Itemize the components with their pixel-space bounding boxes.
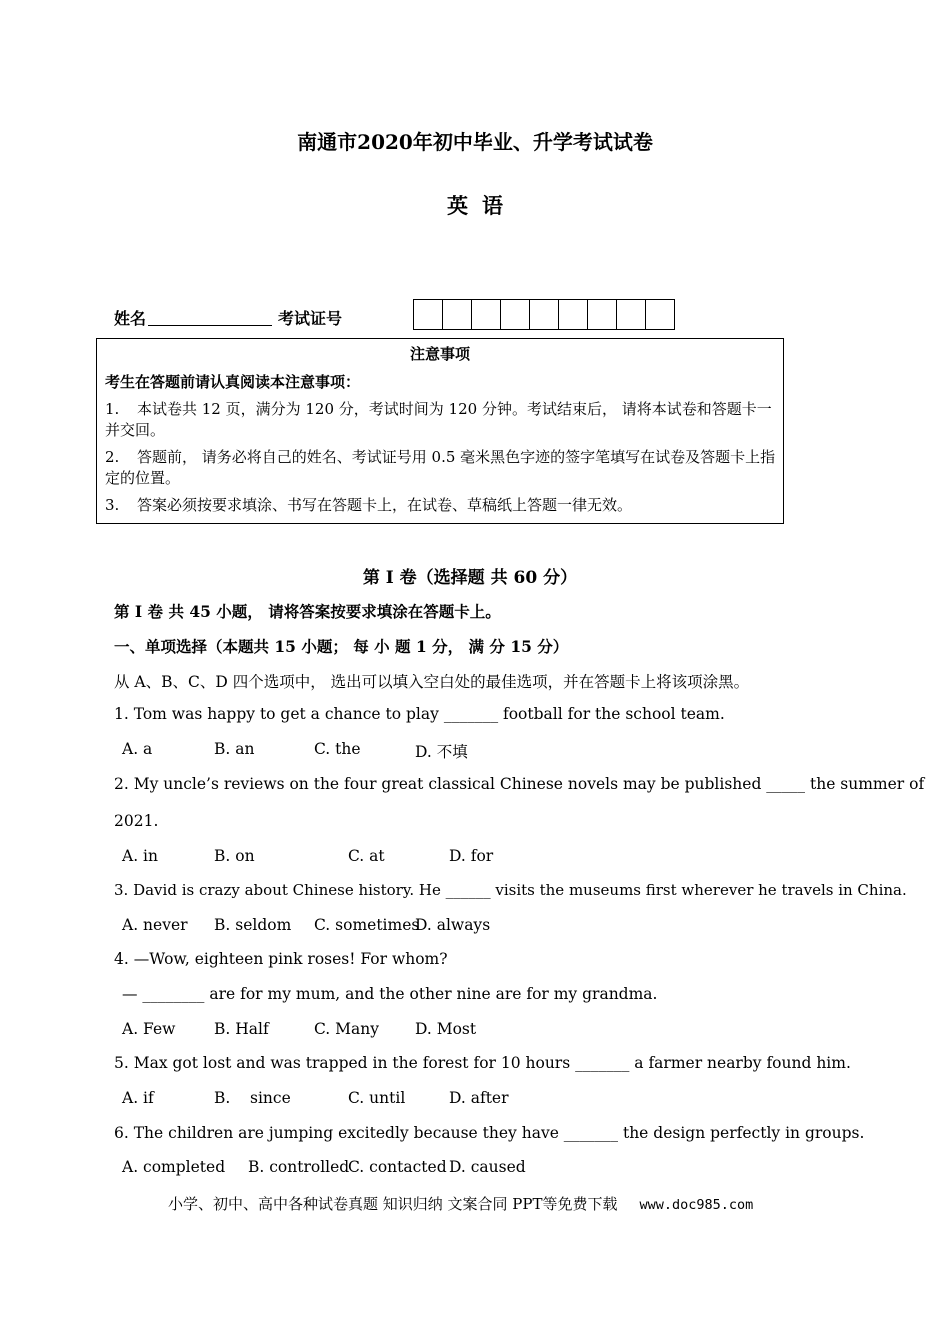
option-b[interactable]: B. seldom	[214, 916, 292, 934]
notice-item-number: 3.	[105, 496, 120, 514]
exam-id-boxes	[413, 299, 675, 330]
exam-id-label: 考试证号	[278, 309, 343, 328]
option-a[interactable]: A. Few	[122, 1020, 176, 1038]
option-b[interactable]: B. since	[214, 1089, 291, 1107]
question-stem-continued: 2021.	[114, 812, 159, 830]
option-c[interactable]: C. the	[314, 740, 361, 758]
question-stem-continued: — ________ are for my mum, and the other nine are for my grandma.	[122, 985, 658, 1003]
option-b[interactable]: B. an	[214, 740, 255, 758]
exam-title: 南通市2020年初中毕业、升学考试试卷	[297, 130, 653, 154]
option-d[interactable]: D. for	[449, 847, 494, 865]
notice-item	[105, 495, 777, 516]
notice-box	[96, 338, 784, 524]
option-a[interactable]: A. completed	[122, 1158, 226, 1176]
notice-item-number: 2.	[105, 448, 120, 466]
question-stem: 5. Max got lost and was trapped in the forest for 10 hours _______ a farmer nearby found him.	[114, 1054, 851, 1072]
exam-id-box[interactable]	[501, 300, 530, 329]
option-a[interactable]: A. a	[122, 740, 153, 758]
option-a[interactable]: A. if	[122, 1089, 154, 1107]
option-b[interactable]: B. Half	[214, 1020, 269, 1038]
notice-title: 注意事项	[409, 345, 470, 363]
section-title: 一、单项选择（本题共 15 小题； 每 小 题 1 分， 满 分 15 分）	[114, 637, 569, 656]
notice-item-text: 本试卷共 12 页，满分为 120 分，考试时间为 120 分钟。考试结束后， 请将本试卷和答题卡一并交回。	[105, 400, 772, 439]
option-c[interactable]: C. at	[348, 847, 385, 865]
section-direction: 从 A、B、C、D 四个选项中， 选出可以填入空白处的最佳选项，并在答题卡上将该项涂黑。	[114, 673, 750, 691]
option-a[interactable]: A. in	[122, 847, 158, 865]
exam-id-box[interactable]	[559, 300, 588, 329]
exam-id-box[interactable]	[530, 300, 559, 329]
name-blank[interactable]	[148, 325, 272, 326]
exam-id-box[interactable]	[617, 300, 646, 329]
part-title: 第 I 卷（选择题 共 60 分）	[362, 568, 578, 588]
option-d[interactable]: D. always	[415, 916, 491, 934]
notice-intro: 考生在答题前请认真阅读本注意事项：	[105, 373, 361, 391]
part-instruction: 第 I 卷 共 45 小题， 请将答案按要求填涂在答题卡上。	[114, 602, 501, 621]
footer-url[interactable]: www.doc985.com	[639, 1197, 754, 1213]
notice-item	[105, 399, 777, 441]
exam-id-box[interactable]	[414, 300, 443, 329]
option-d[interactable]: D. caused	[449, 1158, 526, 1176]
notice-item-text: 答案必须按要求填涂、书写在答题卡上，在试卷、草稿纸上答题一律无效。	[137, 496, 633, 514]
candidate-info-row	[114, 306, 342, 329]
option-d[interactable]: D. 不填	[415, 743, 468, 761]
option-b[interactable]: B. controlled	[248, 1158, 350, 1176]
option-d[interactable]: D. Most	[415, 1020, 477, 1038]
option-b[interactable]: B. on	[214, 847, 255, 865]
exam-id-box[interactable]	[443, 300, 472, 329]
option-c[interactable]: C. Many	[314, 1020, 380, 1038]
notice-item-number: 1.	[105, 400, 120, 418]
exam-id-box[interactable]	[588, 300, 617, 329]
question-stem: 6. The children are jumping excitedly because they have _______ the design perfectly in groups.	[114, 1124, 865, 1142]
question-stem: 1. Tom was happy to get a chance to play _______ football for the school team.	[114, 705, 725, 723]
option-c[interactable]: C. sometimes	[314, 916, 420, 934]
exam-id-box[interactable]	[472, 300, 501, 329]
option-c[interactable]: C. until	[348, 1089, 406, 1107]
exam-id-box[interactable]	[646, 300, 674, 329]
notice-item-text: 答题前， 请务必将自己的姓名、考试证号用 0.5 毫米黑色字迹的签字笔填写在试卷及答题卡上指定的位置。	[105, 448, 776, 487]
subject-title: 英语	[447, 193, 517, 218]
question-stem: 4. —Wow, eighteen pink roses! For whom?	[114, 950, 448, 968]
option-a[interactable]: A. never	[122, 916, 188, 934]
name-label: 姓名	[114, 309, 147, 328]
question-stem: 2. My uncle’s reviews on the four great classical Chinese novels may be published _____ the summer of	[114, 775, 925, 793]
footer	[168, 1193, 753, 1214]
notice-item	[105, 447, 777, 489]
option-c[interactable]: C. contacted	[348, 1158, 447, 1176]
footer-text: 小学、初中、高中各种试卷真题 知识归纳 文案合同 PPT等免费下载	[168, 1195, 618, 1213]
question-stem: 3. David is crazy about Chinese history. He ______ visits the museums first wherever he travels in China.	[114, 881, 907, 899]
option-d[interactable]: D. after	[449, 1089, 509, 1107]
